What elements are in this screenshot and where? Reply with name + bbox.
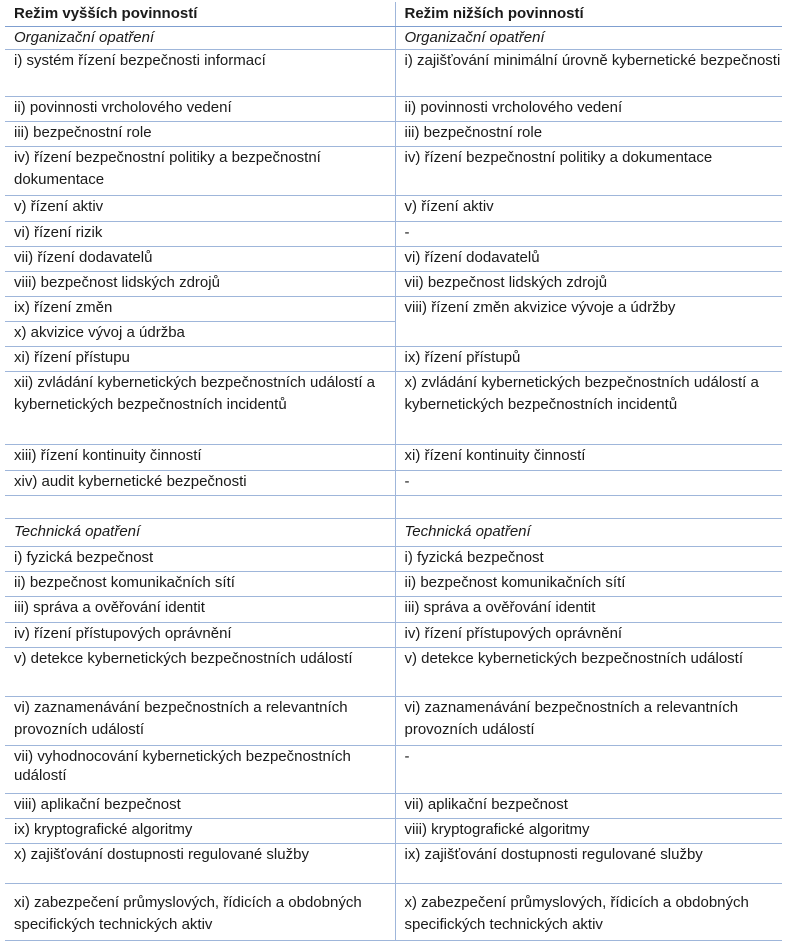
cell-low: iii) bezpečnostní role [395,122,782,147]
cell-low: - [395,746,782,794]
table-row [5,697,782,746]
header-row [5,2,782,27]
spacer-row [5,496,782,519]
cell-high: iii) bezpečnostní role [5,122,395,147]
empty-cell [395,496,782,519]
cell-low: iv) řízení přístupových oprávnění [395,623,782,648]
cell-high: vii) vyhodnocování kybernetických bezpečnostních událostí [5,746,395,794]
cell-low: vi) řízení dodavatelů [395,247,782,272]
table-row [5,50,782,97]
table-row [5,819,782,844]
cell-low: x) zvládání kybernetických bezpečnostních událostí a kybernetických bezpečnostních incidentů [395,372,782,445]
cell-high: xiii) řízení kontinuity činností [5,445,395,471]
cell-high: ii) bezpečnost komunikačních sítí [5,572,395,597]
cell-high: xi) zabezpečení průmyslových, řídicích a obdobných specifických technických aktiv [5,884,395,941]
table-row [5,247,782,272]
table-row [5,445,782,471]
cell-low: x) zabezpečení průmyslových, řídicích a obdobných specifických technických aktiv [395,884,782,941]
cell-high: vi) zaznamenávání bezpečnostních a relevantních provozních událostí [5,697,395,746]
table-row [5,547,782,572]
cell-low: iii) správa a ověřování identit [395,597,782,623]
table-row [5,471,782,496]
cell-low: v) detekce kybernetických bezpečnostních událostí [395,648,782,697]
cell-high: xii) zvládání kybernetických bezpečnostních událostí a kybernetických bezpečnostních incidentů [5,372,395,445]
header-low-regime: Režim nižších povinností [395,2,782,27]
cell-high: x) zajišťování dostupnosti regulované služby [5,844,395,884]
table-row [5,272,782,297]
cell-high: ix) kryptografické algoritmy [5,819,395,844]
section-title-row [5,27,782,50]
table-row [5,572,782,597]
cell-high: v) řízení aktiv [5,196,395,222]
cell-low: - [395,222,782,247]
cell-low: vi) zaznamenávání bezpečnostních a relevantních provozních událostí [395,697,782,746]
cell-low: ii) povinnosti vrcholového vedení [395,97,782,122]
table-row [5,884,782,941]
table-row [5,347,782,372]
section-title-tech-low: Technická opatření [395,519,782,547]
empty-cell [5,496,395,519]
cell-high: x) akvizice vývoj a údržba [5,322,395,347]
cell-high: i) fyzická bezpečnost [5,547,395,572]
cell-high: v) detekce kybernetických bezpečnostních událostí [5,648,395,697]
cell-high: iii) správa a ověřování identit [5,597,395,623]
cell-low: ix) zajišťování dostupnosti regulované služby [395,844,782,884]
table-row [5,794,782,819]
table-row [5,297,782,322]
table-row [5,623,782,648]
table-row [5,372,782,445]
cell-high: ii) povinnosti vrcholového vedení [5,97,395,122]
cell-high: ix) řízení změn [5,297,395,322]
table-row [5,222,782,247]
cell-low: xi) řízení kontinuity činností [395,445,782,471]
cell-low: i) zajišťování minimální úrovně kybernetické bezpečnosti [395,50,782,97]
cell-low: iv) řízení bezpečnostní politiky a dokumentace [395,147,782,196]
cell-high: viii) bezpečnost lidských zdrojů [5,272,395,297]
cell-low: viii) řízení změn akvizice vývoje a údržby [395,297,782,347]
cell-low: ix) řízení přístupů [395,347,782,372]
cell-high: iv) řízení přístupových oprávnění [5,623,395,648]
cell-low: ii) bezpečnost komunikačních sítí [395,572,782,597]
header-high-regime: Režim vyšších povinností [5,2,395,27]
cell-low: i) fyzická bezpečnost [395,547,782,572]
section-title-org-low: Organizační opatření [395,27,782,50]
cell-low: - [395,471,782,496]
cell-high: vii) řízení dodavatelů [5,247,395,272]
table-row [5,147,782,196]
cell-high: xiv) audit kybernetické bezpečnosti [5,471,395,496]
cell-high: vi) řízení rizik [5,222,395,247]
cell-high: xi) řízení přístupu [5,347,395,372]
table-row [5,122,782,147]
table-row [5,746,782,794]
cell-low: v) řízení aktiv [395,196,782,222]
table-row [5,597,782,623]
section-title-row [5,519,782,547]
cell-low: viii) kryptografické algoritmy [395,819,782,844]
table-row [5,648,782,697]
cell-high: viii) aplikační bezpečnost [5,794,395,819]
section-title-tech-high: Technická opatření [5,519,395,547]
cell-low: vii) aplikační bezpečnost [395,794,782,819]
table-row [5,844,782,884]
cell-high: iv) řízení bezpečnostní politiky a bezpečnostní dokumentace [5,147,395,196]
table-row [5,196,782,222]
section-title-org-high: Organizační opatření [5,27,395,50]
table-row [5,97,782,122]
cell-high: i) systém řízení bezpečnosti informací [5,50,395,97]
cell-low: vii) bezpečnost lidských zdrojů [395,272,782,297]
obligations-table [5,2,782,941]
